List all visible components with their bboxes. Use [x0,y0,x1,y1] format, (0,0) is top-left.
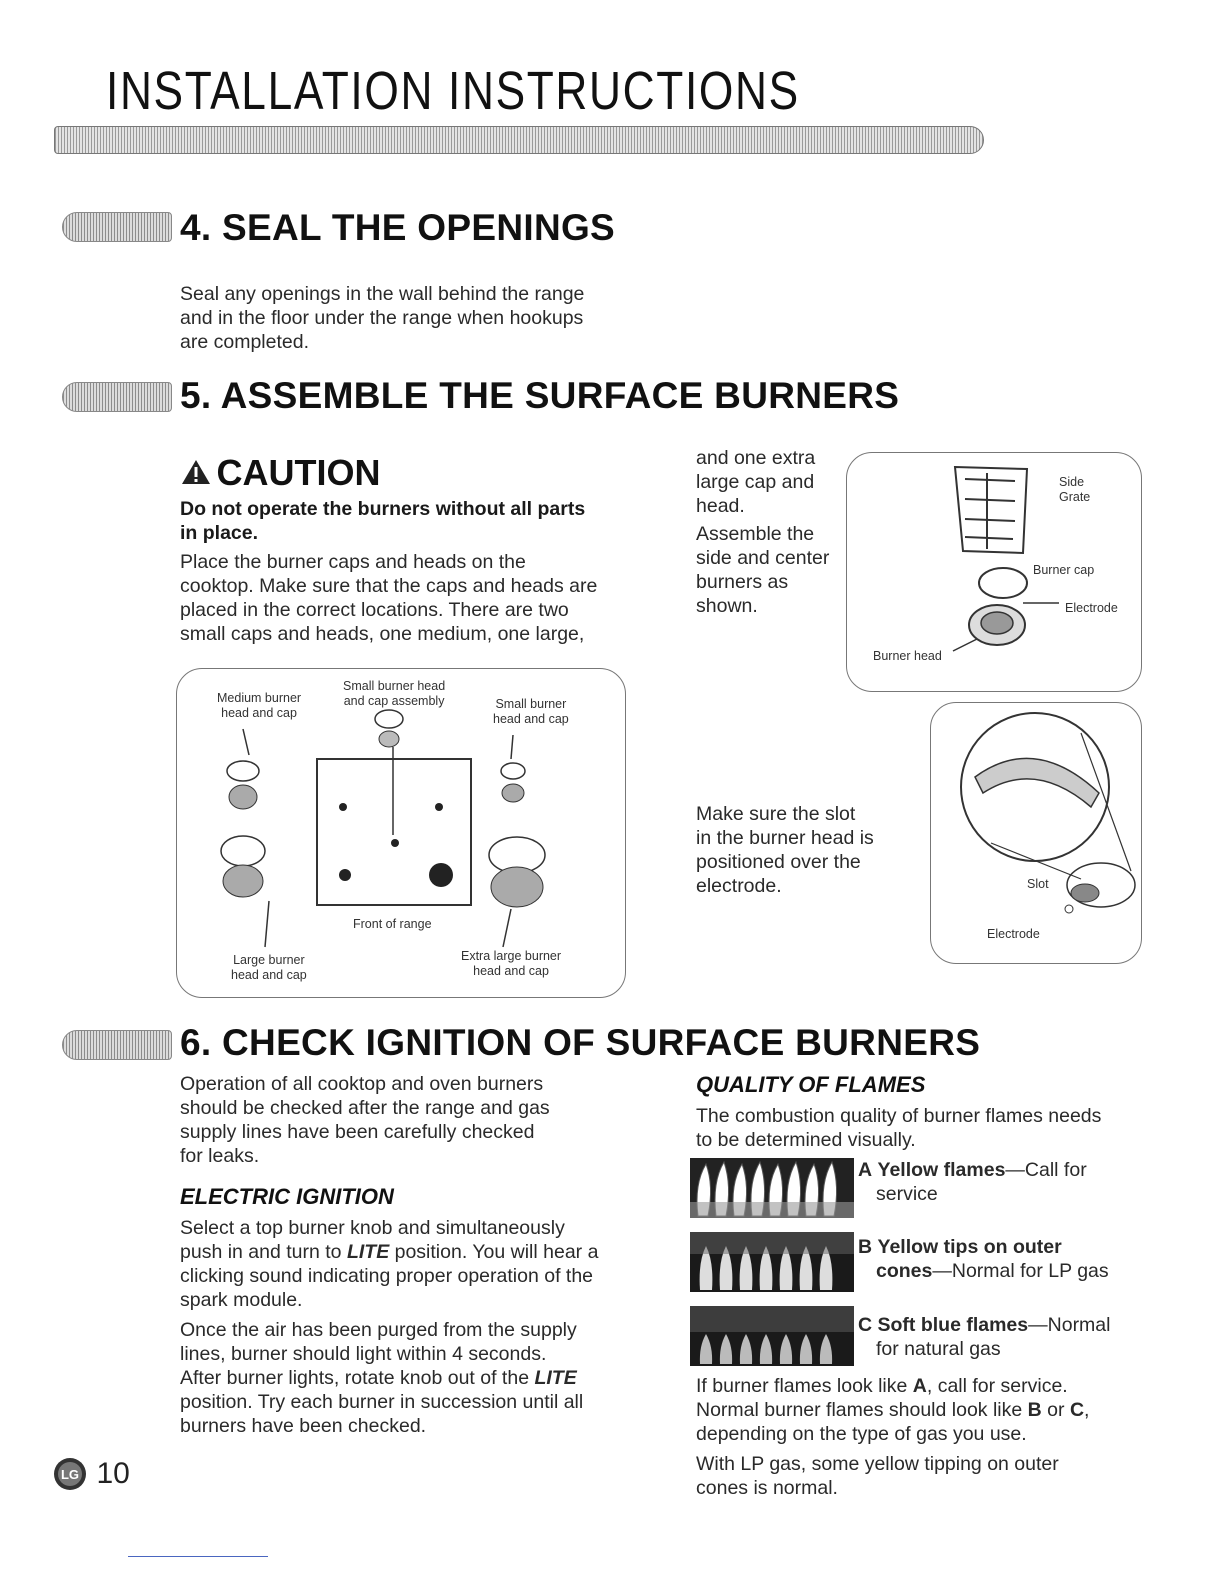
text-span: —Normal [1028,1314,1111,1336]
flame-letter: A [912,1375,927,1397]
page-footer [52,1456,130,1492]
electric-ignition-heading: ELECTRIC IGNITION [180,1184,394,1209]
text-line: spark module. [180,1289,303,1311]
text-line: cones is normal. [696,1477,838,1499]
text-line: for leaks. [180,1145,260,1167]
text-line: Operation of all cooktop and oven burners [180,1073,544,1095]
text-span: If burner flames look like [696,1375,913,1397]
text-line: head. [696,495,745,517]
page-title: INSTALLATION INSTRUCTIONS [106,61,800,121]
text-line: and one extra [696,447,816,469]
text-line: Once the air has been purged from the supply [180,1319,577,1341]
label-line: head and cap [493,712,569,726]
section-marker [62,382,172,412]
flame-c-description [858,1313,1110,1361]
text-line: large cap and [696,471,815,493]
flame-letter: C [858,1314,873,1336]
text-span: , [1084,1399,1090,1421]
flame-letter: C [1069,1399,1085,1421]
label-line: Extra large burner [461,949,562,963]
section-marker [62,212,172,242]
footer-rule [128,1556,268,1557]
text-span: —Call for [1005,1159,1087,1181]
label-line: head and cap [473,964,549,978]
text-line [180,1240,598,1264]
section-4-title: 4. SEAL THE OPENINGS [180,207,616,248]
label-line: Side [1059,475,1085,489]
text-line: small caps and heads, one medium, one large, [180,623,585,645]
flame-letter: B [858,1236,873,1258]
text-line: electrode. [696,875,782,897]
flame-bold: Soft blue flames [877,1314,1029,1336]
text-line: positioned over the [696,851,861,873]
text-line: placed in the correct locations. There are two [180,599,569,621]
text-line: The combustion quality of burner flames needs [696,1105,1102,1127]
burner-cap-label: Burner cap [1033,563,1095,577]
page-number: 10 [96,1457,130,1490]
text-span: Normal burner flames should look like [696,1399,1028,1421]
text-line [696,1374,1089,1398]
label-line: Small burner head [343,679,446,693]
warning-triangle-icon [180,458,212,486]
text-line: Seal any openings in the wall behind the range [180,283,585,305]
label-line: head and cap [231,968,307,982]
section-5-title: 5. ASSEMBLE THE SURFACE BURNERS [180,375,900,416]
section-6-title: 6. CHECK IGNITION OF SURFACE BURNERS [180,1022,981,1063]
text-line [180,1366,598,1390]
quality-of-flames-heading: QUALITY OF FLAMES [696,1072,926,1097]
burner-head-label: Burner head [873,649,942,663]
soft-blue-flames-image [690,1306,854,1366]
section-5-text-right [696,446,829,618]
section-4-text [180,282,584,354]
text-line: With LP gas, some yellow tipping on outer [696,1453,1059,1475]
label-line: Medium burner [217,691,302,705]
electrode-label: Electrode [1065,601,1118,615]
side-grate-label [1059,475,1090,505]
caution-label: CAUTION [216,452,381,493]
text-span: —Normal for LP gas [932,1260,1109,1282]
yellow-flames-image [690,1158,854,1218]
flame-bold: cones [876,1260,933,1282]
text-line: burners as [696,571,789,593]
text-span: position. You will hear a [389,1241,599,1263]
flame-letter: B [1027,1399,1042,1421]
slot-instruction-text [696,802,874,898]
text-line: supply lines have been carefully checked [180,1121,535,1143]
text-line: in place. [180,522,259,544]
label-line: Large burner [233,953,305,967]
text-line: Make sure the slot [696,803,856,825]
text-span: push in and turn to [180,1241,347,1263]
text-line: Do not operate the burners without all parts [180,498,586,520]
quality-intro [696,1104,1101,1152]
label-line: and cap assembly [343,694,445,708]
medium-burner-label [217,691,301,721]
label-line: head and cap [221,706,297,720]
text-line: side and center [696,547,830,569]
text-line [696,1398,1089,1422]
text-line: depending on the type of gas you use. [696,1423,1027,1445]
text-line: Place the burner caps and heads on the [180,551,526,573]
label-line: Small burner [495,697,567,711]
text-line [858,1259,1109,1283]
front-of-range-label: Front of range [353,917,432,931]
flame-letter: A [858,1159,873,1181]
text-line: for natural gas [876,1338,1001,1360]
lite-term: LITE [346,1241,390,1263]
flame-bold: Yellow flames [877,1159,1006,1181]
title-rule-bar [54,126,984,154]
small-burner-label [493,697,569,727]
text-line: Select a top burner knob and simultaneously [180,1217,565,1239]
text-line: burners have been checked. [180,1415,427,1437]
text-line [858,1313,1110,1337]
label-line: Grate [1059,490,1091,504]
xl-burner-label [461,949,561,979]
electrode-label: Electrode [987,927,1040,941]
lite-term: LITE [534,1367,577,1389]
text-span: or [1041,1399,1070,1421]
slot-illustration [931,703,1143,965]
text-line: lines, burner should light within 4 seconds. [180,1343,547,1365]
side-grate-diagram [846,452,1142,692]
text-line [858,1235,1109,1259]
text-line: should be checked after the range and gas [180,1097,550,1119]
flame-bold: Yellow tips on outer [877,1236,1062,1258]
slot-detail-diagram [930,702,1142,964]
text-line: to be determined visually. [696,1129,916,1151]
text-line: service [876,1183,938,1205]
section-5-text [180,550,597,646]
text-line: are completed. [180,331,309,353]
text-line: position. Try each burner in succession until all [180,1391,584,1413]
small-head-label [343,679,445,709]
large-burner-label [231,953,307,983]
text-line: Assemble the [696,523,815,545]
text-line: shown. [696,595,758,617]
slot-label: Slot [1027,877,1049,891]
text-span: After burner lights, rotate knob out of the [180,1367,535,1389]
yellow-tips-flames-image [690,1232,854,1292]
text-line: and in the floor under the range when hookups [180,307,584,329]
section-6-intro [180,1072,550,1168]
text-span: , call for service. [926,1375,1068,1397]
cooktop-burner-diagram [176,668,626,998]
text-line: cooktop. Make sure that the caps and heads are [180,575,598,597]
electric-ignition-text [180,1216,598,1438]
section-marker [62,1030,172,1060]
caution-warning [180,497,585,545]
svg-text:LG: LG [60,1467,80,1482]
flame-b-description [858,1235,1109,1283]
flames-closing-text [696,1374,1089,1500]
text-line: clicking sound indicating proper operation of the [180,1265,594,1287]
caution-heading [180,452,380,494]
lg-logo-icon [52,1456,88,1492]
text-line: in the burner head is [696,827,874,849]
text-line [858,1158,1087,1182]
flame-a-description [858,1158,1087,1206]
